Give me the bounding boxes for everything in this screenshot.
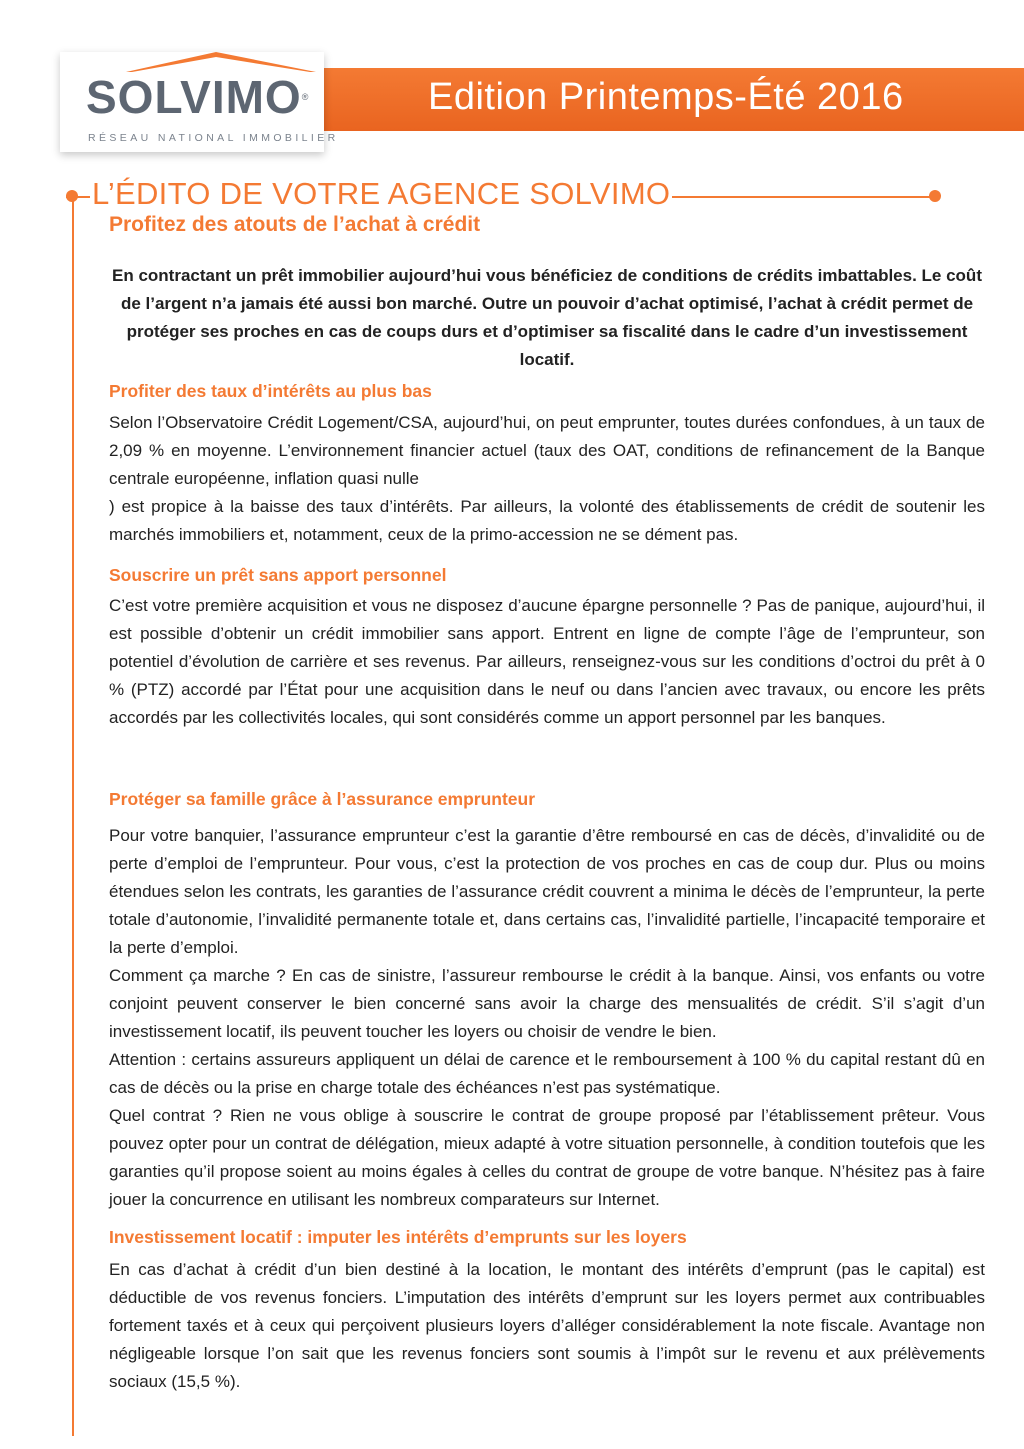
logo <box>86 71 310 123</box>
edito-subtitle: Profitez des atouts de l’achat à crédit <box>109 213 481 236</box>
edition-title: Edition Printemps-Été 2016 <box>428 76 904 118</box>
edito-title: L’ÉDITO DE VOTRE AGENCE SOLVIMO <box>92 176 671 211</box>
intro-paragraph: En contractant un prêt immobilier aujourd’hui vous bénéficiez de conditions de crédits imbattables. Le coût de l’argent n’a jamais été aussi bon marché. Outre un pouvoir d’achat optimisé, l’achat à crédit permet de protéger ses proches en cas de coups durs et d’optimiser sa fiscalité dans le cadre d’un investissement locatif. <box>112 266 982 369</box>
section-title: Souscrire un prêt sans apport personnel <box>109 565 447 585</box>
paragraph: Selon l’Observatoire Crédit Logement/CSA, aujourd’hui, on peut emprunter, toutes durées confondues, à un taux de 2,09 % en moyenne. L’environnement financier actuel (taux des OAT, conditions de refinancement de la Banque centrale européenne, inflation quasi nulle <box>109 413 985 488</box>
paragraph: Quel contrat ? Rien ne vous oblige à souscrire le contrat de groupe proposé par l’établissement prêteur. Vous pouvez opter pour un contrat de délégation, mieux adapté à votre situation personnelle, à condition toutefois que les garanties qu’il propose soient au moins égales à celles du contrat de groupe de votre banque. N’hésitez pas à faire jouer la concurrence en utilisant les nombreux comparateurs sur Internet. <box>109 1106 985 1209</box>
registered-mark: ® <box>301 92 310 102</box>
paragraph: C’est votre première acquisition et vous ne disposez d’aucune épargne personnelle ? Pas de panique, aujourd’hui, il est possible d’obtenir un crédit immobilier sans apport. Entrent en ligne de compte l’âge de l’emprunteur, son potentiel d’évolution de carrière et ses revenus. Par ailleurs, renseignez-vous sur les conditions d’octroi du prêt à 0 % (PTZ) accordé par l’État pour une acquisition dans le neuf ou dans l’ancien avec travaux, ou encore les prêts accordés par les collectivités locales, qui sont considérés comme un apport personnel par les banques. <box>109 596 985 727</box>
section-title: Protéger sa famille grâce à l’assurance emprunteur <box>109 789 536 809</box>
rule-dot-right <box>929 190 941 202</box>
section-body <box>109 1256 985 1396</box>
section-body <box>109 409 985 549</box>
logo-name: SOLVIMO <box>86 71 302 123</box>
section-title: Investissement locatif : imputer les intérêts d’emprunts sur les loyers <box>109 1227 687 1247</box>
paragraph: Attention : certains assureurs appliquent un délai de carence et le remboursement à 100 % du capital restant dû en cas de décès ou la prise en charge totale des échéances n’est pas systématique. <box>109 1050 985 1097</box>
section-body <box>109 592 985 732</box>
paragraph: ) est propice à la baisse des taux d’intérêts. Par ailleurs, la volonté des établissements de crédit de soutenir les marchés immobiliers et, notamment, ceux de la primo-accession ne se dément pas. <box>109 497 985 544</box>
paragraph: Pour votre banquier, l’assurance emprunteur c’est la garantie d’être remboursé en cas de décès, d’invalidité ou de perte d’emploi de l’emprunteur. Pour vous, c’est la protection de vos proches en cas de coup dur. Plus ou moins étendues selon les contrats, les garanties de l’assurance crédit couvrent a minima le décès de l’emprunteur, la perte totale d’autonomie, l’invalidité permanente totale et, dans certains cas, l’invalidité partielle, l’incapacité temporaire et la perte d’emploi. <box>109 826 985 957</box>
logo-tagline: RÉSEAU NATIONAL IMMOBILIER <box>88 132 339 144</box>
section-body <box>109 822 985 1214</box>
rule-dot-left <box>66 190 78 202</box>
paragraph: En cas d’achat à crédit d’un bien destiné à la location, le montant des intérêts d’emprunt (pas le capital) est déductible de vos revenus fonciers. L’imputation des intérêts d’emprunt sur les loyers permet aux contribuables fortement taxés et à ceux qui perçoivent plusieurs loyers d’alléger considérablement la note fiscale. Avantage non négligeable lorsque l’on sait que les revenus fonciers sont soumis à l’impôt sur le revenu et aux prélèvements sociaux (15,5 %). <box>109 1260 985 1391</box>
section-title: Profiter des taux d’intérêts au plus bas <box>109 381 432 401</box>
vertical-rule <box>72 196 74 1436</box>
paragraph: Comment ça marche ? En cas de sinistre, l’assureur rembourse le crédit à la banque. Ainsi, vos enfants ou votre conjoint peuvent conserver le bien concerné sans avoir la charge des mensualités de crédit. S’il s’agit d’un investissement locatif, ils peuvent toucher les loyers ou choisir de vendre le bien. <box>109 966 985 1041</box>
title-rule-right <box>672 196 936 198</box>
